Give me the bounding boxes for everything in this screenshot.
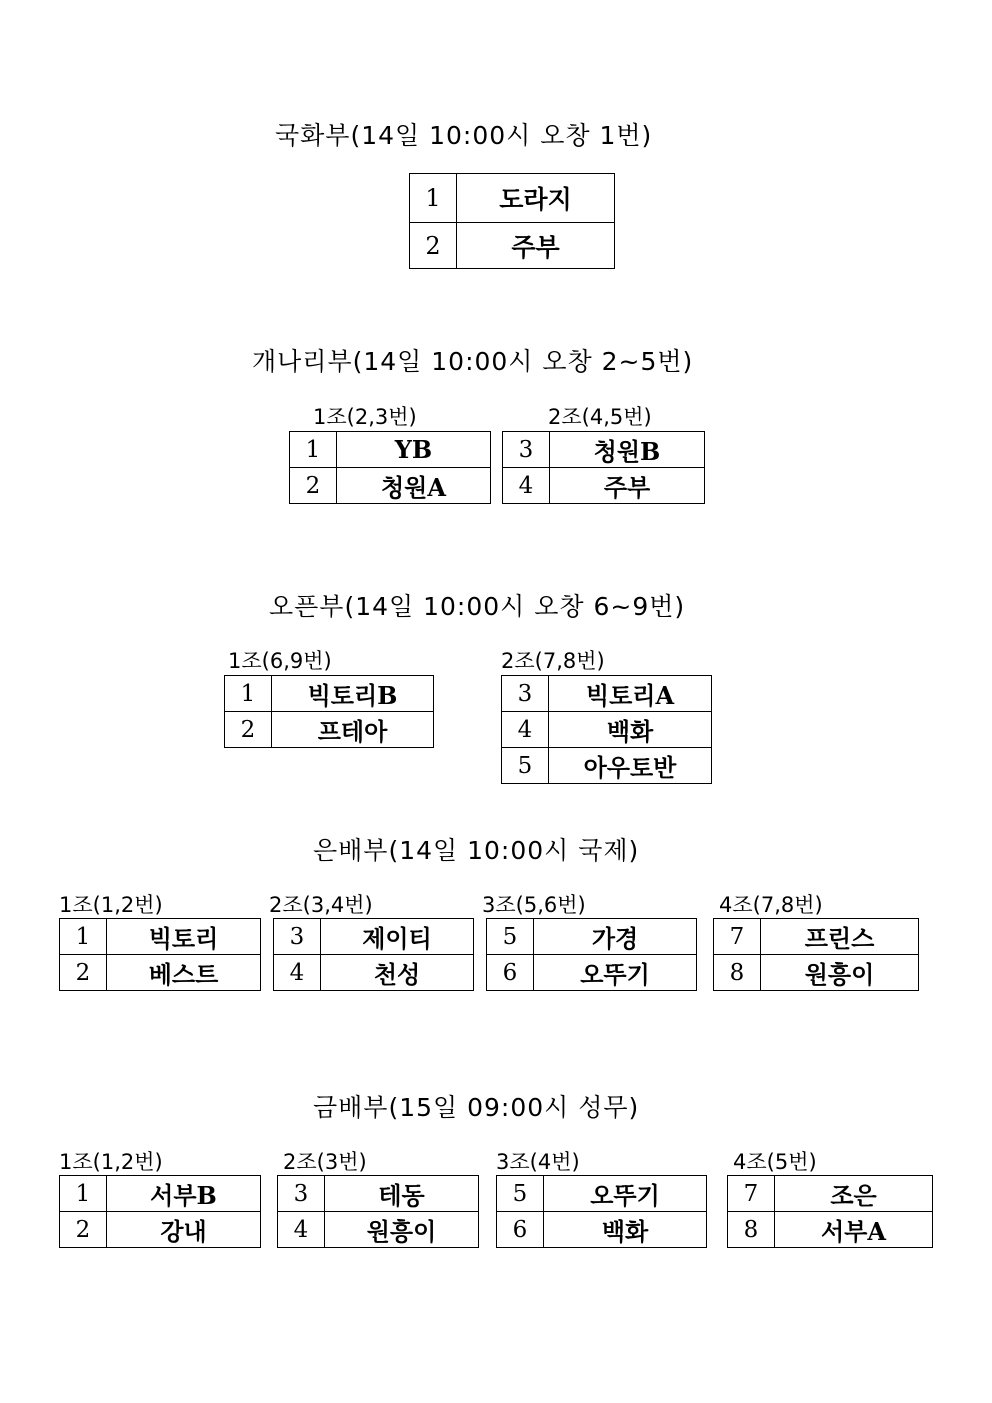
group-label: 2조(3번) bbox=[283, 1150, 367, 1174]
section-title-gukhwa: 국화부(14일 10:00시 오창 1번) bbox=[275, 121, 653, 150]
group-label: 3조(4번) bbox=[496, 1150, 580, 1174]
team-number: 1 bbox=[290, 432, 337, 468]
team-number: 3 bbox=[502, 676, 549, 712]
table-row bbox=[714, 919, 919, 955]
table-row bbox=[502, 748, 712, 784]
team-name: 프테아 bbox=[272, 712, 434, 748]
team-number: 6 bbox=[487, 955, 534, 991]
table-row bbox=[714, 955, 919, 991]
group-table bbox=[273, 918, 474, 991]
team-name: 조은 bbox=[775, 1176, 933, 1212]
section-title-geumbae: 금배부(15일 09:00시 성무) bbox=[313, 1093, 640, 1122]
table-row bbox=[274, 955, 474, 991]
group-table bbox=[713, 918, 919, 991]
team-name: 베스트 bbox=[107, 955, 261, 991]
group-table bbox=[409, 173, 615, 269]
team-number: 3 bbox=[278, 1176, 325, 1212]
team-name: 서부A bbox=[775, 1212, 933, 1248]
group-label: 3조(5,6번) bbox=[482, 893, 586, 917]
team-name: 청원A bbox=[337, 468, 491, 504]
table-row bbox=[502, 676, 712, 712]
team-number: 2 bbox=[410, 223, 457, 269]
team-name: 백화 bbox=[544, 1212, 707, 1248]
group-table bbox=[502, 431, 705, 504]
team-name: 제이티 bbox=[321, 919, 474, 955]
team-number: 3 bbox=[274, 919, 321, 955]
group-table bbox=[277, 1175, 479, 1248]
table-row bbox=[225, 712, 434, 748]
group-table bbox=[727, 1175, 933, 1248]
table-row bbox=[278, 1212, 479, 1248]
group-label: 1조(1,2번) bbox=[59, 893, 163, 917]
table-row bbox=[290, 432, 491, 468]
team-number: 1 bbox=[60, 919, 107, 955]
team-number: 5 bbox=[487, 919, 534, 955]
table-row bbox=[502, 712, 712, 748]
team-number: 2 bbox=[225, 712, 272, 748]
team-name: 오뚜기 bbox=[544, 1176, 707, 1212]
team-number: 1 bbox=[225, 676, 272, 712]
team-number: 5 bbox=[497, 1176, 544, 1212]
group-label: 2조(3,4번) bbox=[269, 893, 373, 917]
table-row bbox=[497, 1176, 707, 1212]
table-row bbox=[728, 1176, 933, 1212]
group-table bbox=[224, 675, 434, 748]
team-name: 가경 bbox=[534, 919, 697, 955]
team-number: 1 bbox=[60, 1176, 107, 1212]
table-row bbox=[410, 223, 615, 269]
team-number: 7 bbox=[728, 1176, 775, 1212]
team-number: 8 bbox=[728, 1212, 775, 1248]
table-row bbox=[728, 1212, 933, 1248]
table-row bbox=[487, 955, 697, 991]
table-row bbox=[503, 432, 705, 468]
team-number: 2 bbox=[60, 955, 107, 991]
group-table bbox=[289, 431, 491, 504]
table-row bbox=[278, 1176, 479, 1212]
team-name: 강내 bbox=[107, 1212, 261, 1248]
team-number: 4 bbox=[502, 712, 549, 748]
group-table bbox=[501, 675, 712, 784]
table-row bbox=[290, 468, 491, 504]
team-name: 도라지 bbox=[457, 174, 615, 223]
group-label: 1조(1,2번) bbox=[59, 1150, 163, 1174]
section-title-eunbae: 은배부(14일 10:00시 국제) bbox=[313, 836, 640, 865]
team-number: 5 bbox=[502, 748, 549, 784]
table-row bbox=[274, 919, 474, 955]
group-table bbox=[59, 1175, 261, 1248]
team-number: 8 bbox=[714, 955, 761, 991]
team-name: 청원B bbox=[550, 432, 705, 468]
table-row bbox=[225, 676, 434, 712]
group-label: 2조(4,5번) bbox=[548, 405, 652, 429]
team-number: 4 bbox=[503, 468, 550, 504]
team-number: 4 bbox=[278, 1212, 325, 1248]
group-label: 4조(7,8번) bbox=[719, 893, 823, 917]
team-name: 주부 bbox=[457, 223, 615, 269]
table-row bbox=[60, 919, 261, 955]
team-number: 7 bbox=[714, 919, 761, 955]
team-name: 빅토리B bbox=[272, 676, 434, 712]
team-name: 백화 bbox=[549, 712, 712, 748]
team-name: 빅토리A bbox=[549, 676, 712, 712]
team-name: 빅토리 bbox=[107, 919, 261, 955]
team-name: 프린스 bbox=[761, 919, 919, 955]
table-row bbox=[410, 174, 615, 223]
group-label: 1조(6,9번) bbox=[228, 649, 332, 673]
team-name: 아우토반 bbox=[549, 748, 712, 784]
team-number: 3 bbox=[503, 432, 550, 468]
group-table bbox=[496, 1175, 707, 1248]
table-row bbox=[487, 919, 697, 955]
team-name: 테동 bbox=[325, 1176, 479, 1212]
section-title-open: 오픈부(14일 10:00시 오창 6~9번) bbox=[269, 592, 686, 621]
group-label: 2조(7,8번) bbox=[501, 649, 605, 673]
team-name: 주부 bbox=[550, 468, 705, 504]
team-number: 4 bbox=[274, 955, 321, 991]
team-number: 2 bbox=[290, 468, 337, 504]
section-title-gaenari: 개나리부(14일 10:00시 오창 2~5번) bbox=[252, 347, 694, 376]
table-row bbox=[497, 1212, 707, 1248]
team-name: YB bbox=[337, 432, 491, 468]
group-table bbox=[486, 918, 697, 991]
team-name: 서부B bbox=[107, 1176, 261, 1212]
table-row bbox=[503, 468, 705, 504]
group-label: 4조(5번) bbox=[733, 1150, 817, 1174]
team-name: 원흥이 bbox=[325, 1212, 479, 1248]
group-table bbox=[59, 918, 261, 991]
team-name: 천성 bbox=[321, 955, 474, 991]
table-row bbox=[60, 1176, 261, 1212]
table-row bbox=[60, 1212, 261, 1248]
team-number: 1 bbox=[410, 174, 457, 223]
team-number: 6 bbox=[497, 1212, 544, 1248]
team-number: 2 bbox=[60, 1212, 107, 1248]
team-name: 오뚜기 bbox=[534, 955, 697, 991]
team-name: 원흥이 bbox=[761, 955, 919, 991]
group-label: 1조(2,3번) bbox=[313, 405, 417, 429]
table-row bbox=[60, 955, 261, 991]
